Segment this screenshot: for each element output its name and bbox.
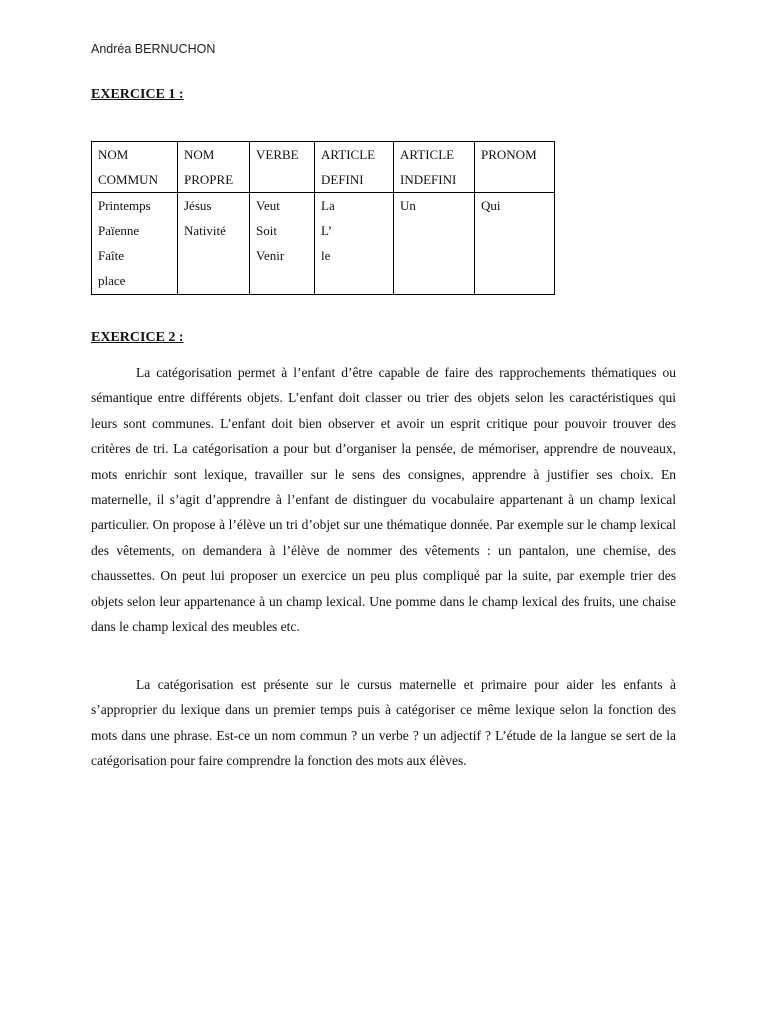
header-nom-propre: NOM PROPRE: [178, 142, 250, 193]
cell-pronom: Qui: [475, 193, 555, 295]
cell-nom-commun: Printemps Païenne Faîte place: [92, 193, 178, 295]
header-article-indefini: ARTICLE INDEFINI: [394, 142, 475, 193]
header-pronom: PRONOM: [475, 142, 555, 193]
paragraph-1: La catégorisation permet à l’enfant d’être capable de faire des rapprochements thématiques ou sémantique entre différents objets. L’enfant doit classer ou trier des objets selon les caractéristiques qui leurs sont communes. L’enfant doit bien observer et avoir un esprit critique pour pouvoir trouver des critères de tri. La catégorisation a pour but d’organiser la pensée, de mémoriser, apprendre de nouveaux, mots enrichir sont lexique, travailler sur le sens des consignes, apprendre à justifier ses choix. En maternelle, il s’agit d’apprendre à l’enfant de distinguer du vocabulaire appartenant à un champ lexical particulier. On propose à l’élève un tri d’objet sur une thématique donnée. Par exemple sur le champ lexical des vêtements, on demandera à l’élève de nommer des vêtements : un pantalon, une chemise, des chaussettes. On peut lui proposer un exercice un peu plus compliqué par la suite, par exemple trier des objets selon leur appartenance à un champ lexical. Une pomme dans le champ lexical des fruits, une chaise dans le champ lexical des meubles etc.: [91, 365, 676, 635]
cell-article-indefini: Un: [394, 193, 475, 295]
cell-nom-propre: Jésus Nativité: [178, 193, 250, 295]
cell-verbe: Veut Soit Venir: [250, 193, 315, 295]
exercise-1-title: EXERCICE 1 :: [91, 87, 184, 102]
header-article-defini: ARTICLE DEFINI: [315, 142, 394, 193]
header-verbe: VERBE: [250, 142, 315, 193]
paragraph-2: La catégorisation est présente sur le cursus maternelle et primaire pour aider les enfants à s’approprier du lexique dans un premier temps puis à catégoriser ce même lexique selon la fonction des mots dans une phrase. Est-ce un nom commun ? un verbe ? un adjectif ? L’étude de la langue se sert de la catégorisation pour faire comprendre la fonction des mots aux élèves.: [91, 677, 676, 769]
author-name: Andréa BERNUCHON: [91, 42, 216, 56]
table-header-row: [92, 142, 555, 193]
exercise-2-title: EXERCICE 2 :: [91, 330, 184, 345]
header-nom-commun: NOM COMMUN: [92, 142, 178, 193]
category-table: [91, 141, 555, 295]
cell-article-defini: La L’ le: [315, 193, 394, 295]
table-row: [92, 193, 555, 295]
